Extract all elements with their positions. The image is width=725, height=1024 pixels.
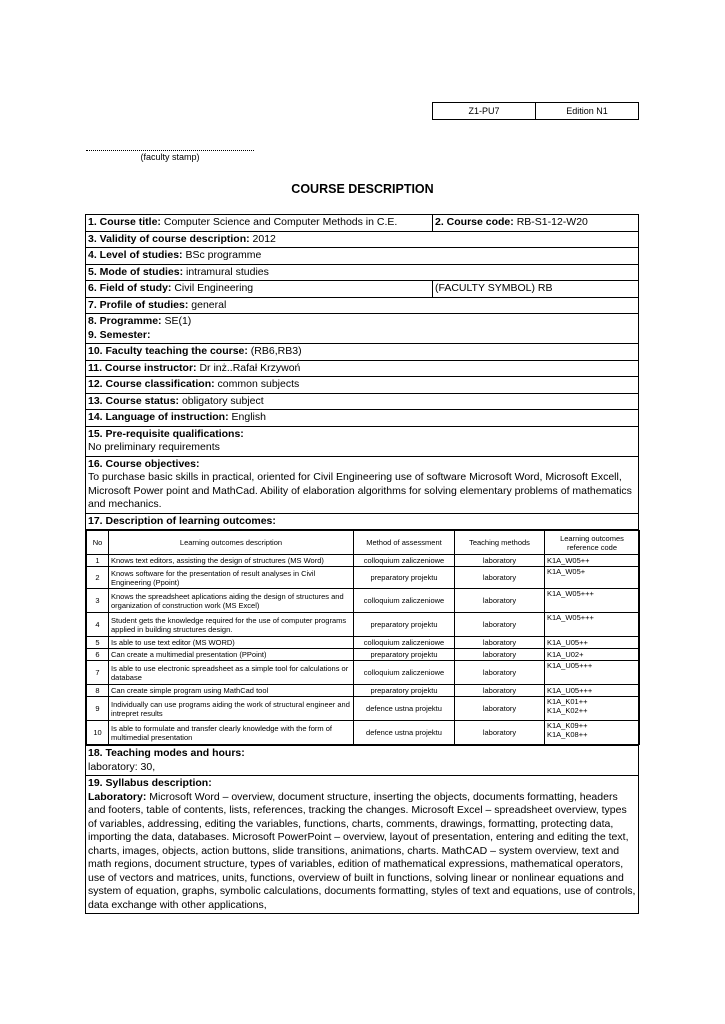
outcomes-header-row: No Learning outcomes description Method of assessment Teaching methods Learning outcomes reference code: [87, 531, 640, 555]
page-title: COURSE DESCRIPTION: [291, 182, 434, 196]
table-row: 3 Knows the spreadsheet aplications aiding the design of structures and organization of construction work (MS Excel) colloquium zaliczeniowe laboratory K1A_W05+++: [87, 589, 640, 613]
faculty-symbol-cell: (FACULTY SYMBOL) RB: [433, 281, 639, 298]
row-outcomes-label: 17. Description of learning outcomes:: [86, 513, 639, 530]
table-row: 8 Can create simple program using MathCad tool preparatory projektu laboratory K1A_U05+++: [87, 685, 640, 697]
row-level: 4. Level of studies: BSc programme: [86, 248, 639, 265]
table-row: 6 Can create a multimedial presentation (PPoint) preparatory projektu laboratory K1A_U02+: [87, 649, 640, 661]
document-code: Z1-PU7: [468, 106, 500, 116]
table-row: 5 Is able to use text editor (MS WORD) colloquium zaliczeniowe laboratory K1A_U05++: [87, 637, 640, 649]
row-syllabus: 19. Syllabus description: Laboratory: Microsoft Word – overview, document structure, inserting the objects, documents formatting, headers and footers, table of contents, lists, references, tracking the changes. Microsoft Excel – spreadsheet overview, types of variables, addressing, editing the variables, functions, charts, comments, drawings, formatting, protecting data, importing the data, databases. Microsoft PowerPoint – overview, layout of presentation, entering and editing the text, charts, images, objects, action buttons, slide transitions, animations, charts. MathCAD – system overview, text and math regions, document structure, types of variables, edition of mathematical expressions, mathematical operators, use of vectors and matrices, units, functions, overview of built in functions, solving linear or nonlinear equations and system of equation, graphs, symbolic calculations, documents formatting, styles of text and equations, use of controls, data exchange with other applications,: [86, 776, 639, 914]
table-row: 1 Knows text editors, assisting the design of structures (MS Word) colloquium zaliczeniowe laboratory K1A_W05++: [87, 555, 640, 567]
stamp-line: [86, 150, 254, 151]
row-mode: 5. Mode of studies: intramural studies: [86, 264, 639, 281]
table-row: 2 Knows software for the presentation of result analyses in Civil Engineering (Ppoint) preparatory projektu laboratory K1A_W05+: [87, 567, 640, 589]
table-row: 4 Student gets the knowledge required for the use of computer programs applied in building structures design. preparatory projektu laboratory K1A_W05+++: [87, 613, 640, 637]
row-outcomes-table: [86, 530, 639, 746]
table-row: 10 Is able to formulate and transfer clearly knowledge with the form of multimedial presentation defence ustna projektu laboratory K1A_K09++ K1A_K08++: [87, 721, 640, 745]
table-row: 9 Individually can use programs aiding the work of structural engineer and intrepret results defence ustna projektu laboratory K1A_K01++ K1A_K02++: [87, 697, 640, 721]
row-programme: 8. Programme: SE(1) 9. Semester:: [86, 314, 639, 344]
document-code-box: [432, 102, 639, 120]
row-prereq: 15. Pre-requisite qualifications: No preliminary requirements: [86, 426, 639, 456]
learning-outcomes-table: [86, 530, 640, 745]
row-classification: 12. Course classification: common subjects: [86, 377, 639, 394]
row-field: 6. Field of study: Civil Engineering (FACULTY SYMBOL) RB: [86, 281, 639, 298]
stamp-label: (faculty stamp): [140, 152, 200, 162]
course-title-cell: 1. Course title: Computer Science and Computer Methods in C.E.: [86, 215, 433, 232]
row-teaching-modes: 18. Teaching modes and hours: laboratory: 30,: [86, 746, 639, 776]
course-table: [85, 214, 639, 914]
row-validity: 3. Validity of course description: 2012: [86, 231, 639, 248]
course-code-cell: 2. Course code: RB-S1-12-W20: [433, 215, 639, 232]
row-course-title: [86, 215, 639, 232]
row-status: 13. Course status: obligatory subject: [86, 393, 639, 410]
row-objectives: 16. Course objectives: To purchase basic skills in practical, oriented for Civil Engineering use of software Microsoft Word, Microsoft Excell, Microsoft Power point and MathCad. Ability of elaboration algorithms for solving elementary problems of mathematics and mechanics.: [86, 456, 639, 513]
row-instructor: 11. Course instructor: Dr inż..Rafał Krzywoń: [86, 360, 639, 377]
row-profile: 7. Profile of studies: general: [86, 297, 639, 314]
table-row: 7 Is able to use electronic spreadsheet as a simple tool for calculations or database colloquium zaliczeniowe laboratory K1A_U05+++: [87, 661, 640, 685]
row-language: 14. Language of instruction: English: [86, 410, 639, 427]
document-edition: Edition N1: [535, 103, 638, 119]
row-faculty-teaching: 10. Faculty teaching the course: (RB6,RB3): [86, 344, 639, 361]
